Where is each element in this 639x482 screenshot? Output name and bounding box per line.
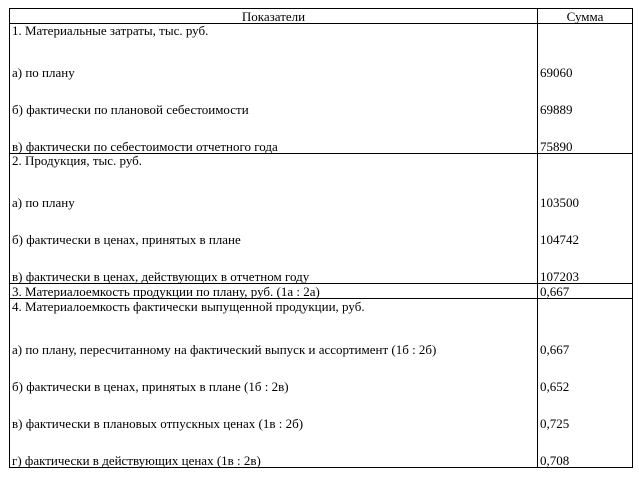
row-label: б) фактически в ценах, принятых в плане (1б : 2в)	[10, 356, 538, 393]
row-3-value: 0,667	[538, 284, 633, 299]
row-value: 104742	[538, 209, 633, 246]
table-row	[10, 172, 633, 209]
group-2-title: 2. Продукция, тыс. руб.	[10, 154, 538, 173]
row-value: 103500	[538, 172, 633, 209]
materials-table	[9, 8, 633, 468]
table-row	[10, 209, 633, 246]
group-4-title-value	[538, 299, 633, 320]
table-row	[10, 356, 633, 393]
table-row	[10, 79, 633, 116]
row-value: 69889	[538, 79, 633, 116]
row-label: г) фактически в действующих ценах (1в : 2в)	[10, 430, 538, 468]
row-value: 75890	[538, 116, 633, 154]
row-value: 0,667	[538, 319, 633, 356]
row-label: в) фактически по себестоимости отчетного года	[10, 116, 538, 154]
row-label: а) по плану	[10, 42, 538, 79]
table-row	[10, 116, 633, 154]
group-1-title-value	[538, 24, 633, 43]
row-label: б) фактически в ценах, принятых в плане	[10, 209, 538, 246]
row-label: в) фактически в плановых отпускных ценах (1в : 2б)	[10, 393, 538, 430]
group-1-title: 1. Материальные затраты, тыс. руб.	[10, 24, 538, 43]
table-row	[10, 430, 633, 468]
table-row	[10, 42, 633, 79]
table-row	[10, 393, 633, 430]
table-row	[10, 319, 633, 356]
header-row	[10, 9, 633, 24]
row-value: 69060	[538, 42, 633, 79]
row-value: 0,652	[538, 356, 633, 393]
group-4-title: 4. Материалоемкость фактически выпущенной продукции, руб.	[10, 299, 538, 320]
row-3	[10, 284, 633, 299]
row-value: 0,708	[538, 430, 633, 468]
row-label: а) по плану, пересчитанному на фактический выпуск и ассортимент (1б : 2б)	[10, 319, 538, 356]
group-1-title-row	[10, 24, 633, 43]
row-value: 0,725	[538, 393, 633, 430]
row-value: 107203	[538, 246, 633, 284]
row-label: в) фактически в ценах, действующих в отчетном году	[10, 246, 538, 284]
row-3-label: 3. Материалоемкость продукции по плану, руб. (1а : 2а)	[10, 284, 538, 299]
header-sum: Сумма	[538, 9, 633, 24]
header-indicators: Показатели	[10, 9, 538, 24]
group-2-title-row	[10, 154, 633, 173]
row-label: б) фактически по плановой себестоимости	[10, 79, 538, 116]
table-row	[10, 246, 633, 284]
group-4-title-row	[10, 299, 633, 320]
row-label: а) по плану	[10, 172, 538, 209]
group-2-title-value	[538, 154, 633, 173]
